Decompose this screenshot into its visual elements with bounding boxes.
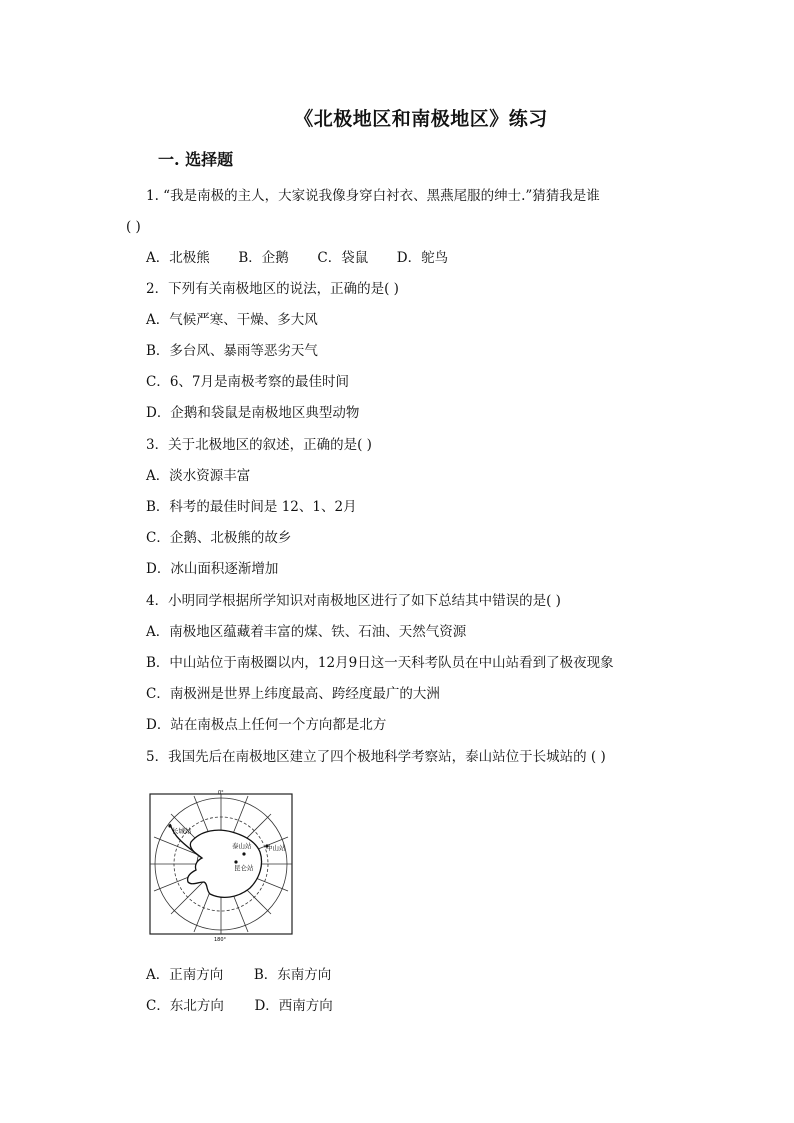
antarctica-map [146, 786, 296, 942]
question-4-option-b: B．中山站位于南极圈以内，12月9日这一天科考队员在中山站看到了极夜现象 [146, 655, 614, 671]
section-heading: 一. 选择题 [158, 150, 234, 169]
question-3-option-b: B．科考的最佳时间是 12、1、2月 [146, 499, 357, 515]
question-2-option-c: C．6、7月是南极考察的最佳时间 [146, 374, 350, 390]
question-3-option-d: D．冰山面积逐渐增加 [146, 561, 279, 577]
question-5-options-row1 [146, 966, 331, 984]
question-3-option-a: A．淡水资源丰富 [146, 468, 251, 484]
map-label-180deg: 180° [214, 937, 227, 942]
station-taishan-label: 泰山站 [232, 842, 252, 850]
question-2-option-a: A．气候严寒、干燥、多大风 [146, 312, 318, 328]
question-1-option-a: A．北极熊 [146, 250, 210, 266]
question-4-option-d: D．站在南极点上任何一个方向都是北方 [146, 717, 387, 733]
question-5-option-b: B．东南方向 [253, 967, 332, 983]
question-2-stem: 2．下列有关南极地区的说法，正确的是( ) [146, 281, 399, 297]
page-title: 《北极地区和南极地区》练习 [294, 108, 548, 130]
station-kunlun-label: 昆仑站 [234, 864, 254, 872]
question-5-option-a: A．正南方向 [146, 967, 224, 983]
question-5-options-row2 [146, 997, 333, 1015]
question-1-option-b: B．企鹅 [238, 250, 289, 266]
question-5-option-d: D．西南方向 [254, 998, 333, 1014]
question-3-option-c: C．企鹅、北极熊的故乡 [146, 530, 292, 546]
question-1-stem: 1. “我是南极的主人，大家说我像身穿白衬衣、黑燕尾服的绅士.”猜猜我是谁 [146, 188, 600, 204]
question-1-option-d: D．鸵鸟 [396, 250, 449, 266]
question-5-stem: 5．我国先后在南极地区建立了四个极地科学考察站，泰山站位于长城站的 ( ) [146, 749, 606, 765]
question-4-option-a: A．南极地区蕴藏着丰富的煤、铁、石油、天然气资源 [146, 624, 467, 640]
question-4-option-c: C．南极洲是世界上纬度最高、跨经度最广的大洲 [146, 686, 440, 702]
question-3-stem: 3．关于北极地区的叙述，正确的是( ) [146, 437, 372, 453]
question-4-stem: 4．小明同学根据所学知识对南极地区进行了如下总结其中错误的是( ) [146, 593, 561, 609]
question-1-stem-cont: ( ) [126, 219, 141, 235]
question-2-option-b: B．多台风、暴雨等恶劣天气 [146, 343, 318, 359]
question-1-option-c: C．袋鼠 [317, 250, 369, 266]
station-zhongshan-label: 中山站 [266, 844, 286, 852]
question-1-options [146, 249, 448, 267]
station-changcheng-label: 长城站 [172, 827, 192, 835]
map-label-0deg: 0° [218, 790, 224, 796]
question-2-option-d: D．企鹅和袋鼠是南极地区典型动物 [146, 405, 360, 421]
question-5-option-c: C．东北方向 [146, 998, 224, 1014]
station-taishan-dot [242, 852, 245, 855]
